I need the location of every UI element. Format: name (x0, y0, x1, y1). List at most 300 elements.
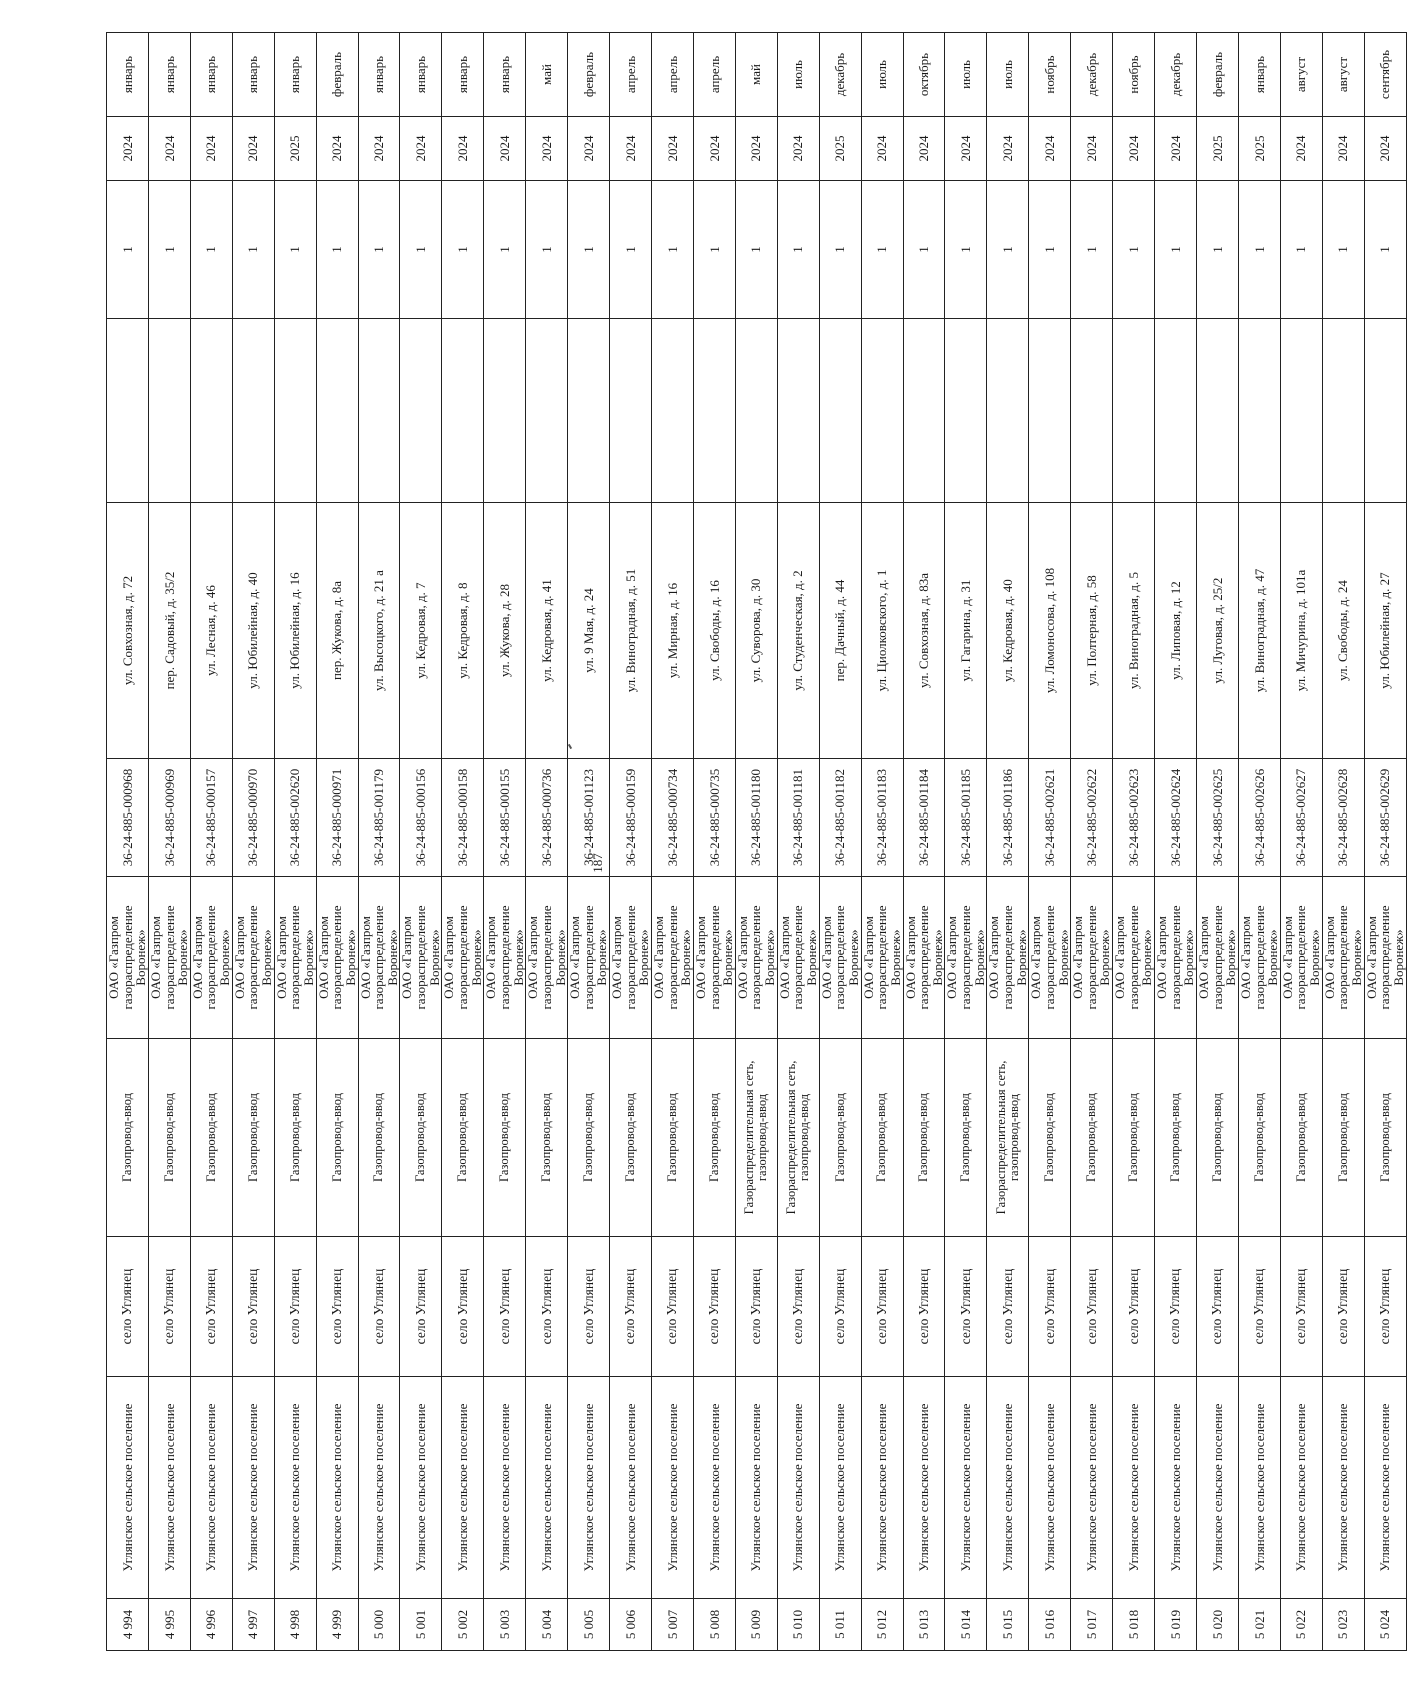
month-cell: ноябрь (1029, 33, 1071, 117)
empty-cell (1155, 319, 1197, 503)
locality-cell: село Углянец (526, 1237, 568, 1377)
object-type-cell: Газопровод-ввод (358, 1039, 400, 1237)
object-code-cell: 36-24-885-000159 (610, 759, 652, 877)
row-number: 5 019 (1155, 1599, 1197, 1651)
object-type-cell: Газопровод-ввод (148, 1039, 190, 1237)
object-code-cell: 36-24-885-001185 (945, 759, 987, 877)
year-cell: 2024 (1364, 117, 1406, 181)
address-cell: ул. Юбилейная, д. 16 (274, 503, 316, 759)
month-cell: ноябрь (1113, 33, 1155, 117)
month-cell: август (1322, 33, 1364, 117)
empty-cell (568, 319, 610, 503)
row-number: 4 995 (148, 1599, 190, 1651)
locality-cell: село Углянец (651, 1237, 693, 1377)
settlement-cell: Углянское сельское поселение (484, 1377, 526, 1599)
object-code-cell: 36-24-885-000736 (526, 759, 568, 877)
table-row (148, 33, 190, 1651)
address-cell: ул. Виноградная, д. 5 (1113, 503, 1155, 759)
address-cell: ул. 9 Мая, д. 24 (568, 503, 610, 759)
row-number: 5 010 (777, 1599, 819, 1651)
year-cell: 2024 (148, 117, 190, 181)
year-cell: 2024 (442, 117, 484, 181)
month-cell: январь (107, 33, 149, 117)
row-number: 5 016 (1029, 1599, 1071, 1651)
empty-cell (190, 319, 232, 503)
year-cell: 2024 (107, 117, 149, 181)
settlement-cell: Углянское сельское поселение (1280, 1377, 1322, 1599)
owner-cell: ОАО «Газпром газораспределение Воронеж» (484, 877, 526, 1039)
owner-cell: ОАО «Газпром газораспределение Воронеж» (777, 877, 819, 1039)
year-cell: 2024 (358, 117, 400, 181)
object-type-cell: Газопровод-ввод (945, 1039, 987, 1237)
quantity-cell: 1 (903, 181, 945, 319)
address-cell: ул. Виноградная, д. 51 (610, 503, 652, 759)
address-cell: пер. Жукова, д. 8а (316, 503, 358, 759)
empty-cell (945, 319, 987, 503)
quantity-cell: 1 (1238, 181, 1280, 319)
table-row (1155, 33, 1197, 1651)
quantity-cell: 1 (651, 181, 693, 319)
object-code-cell: 36-24-885-000155 (484, 759, 526, 877)
address-cell: ул. Виноградная, д. 47 (1238, 503, 1280, 759)
quantity-cell: 1 (190, 181, 232, 319)
object-code-cell: 36-24-885-002623 (1113, 759, 1155, 877)
row-number: 5 000 (358, 1599, 400, 1651)
table-row (1196, 33, 1238, 1651)
address-cell: ул. Мирная, д. 16 (651, 503, 693, 759)
month-cell: май (526, 33, 568, 117)
quantity-cell: 1 (861, 181, 903, 319)
address-cell: ул. Свободы, д. 24 (1322, 503, 1364, 759)
settlement-cell: Углянское сельское поселение (651, 1377, 693, 1599)
object-type-cell: Газопровод-ввод (190, 1039, 232, 1237)
settlement-cell: Углянское сельское поселение (442, 1377, 484, 1599)
year-cell: 2024 (777, 117, 819, 181)
owner-cell: ОАО «Газпром газораспределение Воронеж» (1364, 877, 1406, 1039)
year-cell: 2024 (1280, 117, 1322, 181)
table-row (400, 33, 442, 1651)
address-cell: ул. Мичурина, д. 101а (1280, 503, 1322, 759)
quantity-cell: 1 (400, 181, 442, 319)
address-cell: ул. Ломоносова, д. 108 (1029, 503, 1071, 759)
object-type-cell: Газопровод-ввод (651, 1039, 693, 1237)
owner-cell: ОАО «Газпром газораспределение Воронеж» (987, 877, 1029, 1039)
object-code-cell: 36-24-885-001181 (777, 759, 819, 877)
quantity-cell: 1 (1113, 181, 1155, 319)
owner-cell: ОАО «Газпром газораспределение Воронеж» (1071, 877, 1113, 1039)
address-cell: ул. Кедровая, д. 7 (400, 503, 442, 759)
row-number: 5 013 (903, 1599, 945, 1651)
year-cell: 2025 (274, 117, 316, 181)
month-cell: декабрь (1155, 33, 1197, 117)
settlement-cell: Углянское сельское поселение (232, 1377, 274, 1599)
object-type-cell: Газопровод-ввод (861, 1039, 903, 1237)
settlement-cell: Углянское сельское поселение (400, 1377, 442, 1599)
year-cell: 2025 (1238, 117, 1280, 181)
table-row (358, 33, 400, 1651)
rotated-table-wrapper (106, 33, 1406, 1651)
table-row (484, 33, 526, 1651)
page-number: 187 (589, 853, 605, 873)
table-row (1113, 33, 1155, 1651)
locality-cell: село Углянец (861, 1237, 903, 1377)
locality-cell: село Углянец (400, 1237, 442, 1377)
quantity-cell: 1 (987, 181, 1029, 319)
month-cell: октябрь (903, 33, 945, 117)
table-row (987, 33, 1029, 1651)
month-cell: январь (232, 33, 274, 117)
owner-cell: ОАО «Газпром газораспределение Воронеж» (1196, 877, 1238, 1039)
locality-cell: село Углянец (190, 1237, 232, 1377)
month-cell: май (735, 33, 777, 117)
address-cell: пер. Дачный, д. 44 (819, 503, 861, 759)
locality-cell: село Углянец (316, 1237, 358, 1377)
year-cell: 2024 (987, 117, 1029, 181)
owner-cell: ОАО «Газпром газораспределение Воронеж» (1029, 877, 1071, 1039)
object-code-cell: 36-24-885-002625 (1196, 759, 1238, 877)
quantity-cell: 1 (358, 181, 400, 319)
empty-cell (1071, 319, 1113, 503)
address-cell: ул. Полтерная, д. 58 (1071, 503, 1113, 759)
settlement-cell: Углянское сельское поселение (777, 1377, 819, 1599)
settlement-cell: Углянское сельское поселение (610, 1377, 652, 1599)
month-cell: январь (190, 33, 232, 117)
locality-cell: село Углянец (148, 1237, 190, 1377)
empty-cell (819, 319, 861, 503)
empty-cell (316, 319, 358, 503)
locality-cell: село Углянец (610, 1237, 652, 1377)
object-type-cell: Газораспределительная сеть, газопровод-ввод (987, 1039, 1029, 1237)
empty-cell (442, 319, 484, 503)
empty-cell (1029, 319, 1071, 503)
object-code-cell: 36-24-885-001183 (861, 759, 903, 877)
locality-cell: село Углянец (777, 1237, 819, 1377)
quantity-cell: 1 (1322, 181, 1364, 319)
locality-cell: село Углянец (1280, 1237, 1322, 1377)
locality-cell: село Углянец (1238, 1237, 1280, 1377)
object-type-cell: Газопровод-ввод (316, 1039, 358, 1237)
quantity-cell: 1 (1364, 181, 1406, 319)
quantity-cell: 1 (819, 181, 861, 319)
empty-cell (1364, 319, 1406, 503)
year-cell: 2024 (945, 117, 987, 181)
owner-cell: ОАО «Газпром газораспределение Воронеж» (1280, 877, 1322, 1039)
address-cell: ул. Кедровая, д. 41 (526, 503, 568, 759)
row-number: 5 018 (1113, 1599, 1155, 1651)
object-code-cell: 36-24-885-002621 (1029, 759, 1071, 877)
year-cell: 2024 (1071, 117, 1113, 181)
owner-cell: ОАО «Газпром газораспределение Воронеж» (651, 877, 693, 1039)
object-type-cell: Газопровод-ввод (1113, 1039, 1155, 1237)
object-code-cell: 36-24-885-001179 (358, 759, 400, 877)
owner-cell: ОАО «Газпром газораспределение Воронеж» (400, 877, 442, 1039)
locality-cell: село Углянец (442, 1237, 484, 1377)
quantity-cell: 1 (1029, 181, 1071, 319)
month-cell: апрель (651, 33, 693, 117)
object-code-cell: 36-24-885-002620 (274, 759, 316, 877)
settlement-cell: Углянское сельское поселение (316, 1377, 358, 1599)
locality-cell: село Углянец (693, 1237, 735, 1377)
address-cell: ул. Студенческая, д. 2 (777, 503, 819, 759)
address-cell: ул. Кедровая, д. 40 (987, 503, 1029, 759)
locality-cell: село Углянец (1364, 1237, 1406, 1377)
locality-cell: село Углянец (568, 1237, 610, 1377)
address-cell: ул. Юбилейная, д. 40 (232, 503, 274, 759)
owner-cell: ОАО «Газпром газораспределение Воронеж» (190, 877, 232, 1039)
row-number: 4 994 (107, 1599, 149, 1651)
object-type-cell: Газопровод-ввод (107, 1039, 149, 1237)
object-type-cell: Газопровод-ввод (610, 1039, 652, 1237)
object-code-cell: 36-24-885-002622 (1071, 759, 1113, 877)
row-number: 5 014 (945, 1599, 987, 1651)
settlement-cell: Углянское сельское поселение (1196, 1377, 1238, 1599)
month-cell: февраль (568, 33, 610, 117)
year-cell: 2024 (190, 117, 232, 181)
object-code-cell: 36-24-885-001186 (987, 759, 1029, 877)
address-cell: ул. Луговая, д. 25/2 (1196, 503, 1238, 759)
table-row (1364, 33, 1406, 1651)
empty-cell (735, 319, 777, 503)
quantity-cell: 1 (735, 181, 777, 319)
row-number: 5 008 (693, 1599, 735, 1651)
locality-cell: село Углянец (945, 1237, 987, 1377)
table-row (232, 33, 274, 1651)
locality-cell: село Углянец (1196, 1237, 1238, 1377)
empty-cell (1322, 319, 1364, 503)
table-row (651, 33, 693, 1651)
table-row (945, 33, 987, 1651)
month-cell: январь (400, 33, 442, 117)
empty-cell (777, 319, 819, 503)
object-code-cell: 36-24-885-001182 (819, 759, 861, 877)
table-row (903, 33, 945, 1651)
month-cell: январь (1238, 33, 1280, 117)
month-cell: апрель (693, 33, 735, 117)
address-cell: ул. Совхозная, д. 83а (903, 503, 945, 759)
row-number: 5 002 (442, 1599, 484, 1651)
quantity-cell: 1 (610, 181, 652, 319)
year-cell: 2024 (526, 117, 568, 181)
empty-cell (484, 319, 526, 503)
owner-cell: ОАО «Газпром газораспределение Воронеж» (1238, 877, 1280, 1039)
month-cell: январь (358, 33, 400, 117)
gas-pipeline-table (106, 32, 1407, 1651)
settlement-cell: Углянское сельское поселение (190, 1377, 232, 1599)
empty-cell (400, 319, 442, 503)
table-row (819, 33, 861, 1651)
owner-cell: ОАО «Газпром газораспределение Воронеж» (107, 877, 149, 1039)
owner-cell: ОАО «Газпром газораспределение Воронеж» (316, 877, 358, 1039)
settlement-cell: Углянское сельское поселение (526, 1377, 568, 1599)
owner-cell: ОАО «Газпром газораспределение Воронеж» (819, 877, 861, 1039)
locality-cell: село Углянец (274, 1237, 316, 1377)
object-code-cell: 36-24-885-002629 (1364, 759, 1406, 877)
table-row (526, 33, 568, 1651)
address-cell: ул. Кедровая, д. 8 (442, 503, 484, 759)
table-row (316, 33, 358, 1651)
quantity-cell: 1 (945, 181, 987, 319)
quantity-cell: 1 (148, 181, 190, 319)
owner-cell: ОАО «Газпром газораспределение Воронеж» (442, 877, 484, 1039)
year-cell: 2024 (1322, 117, 1364, 181)
month-cell: июль (987, 33, 1029, 117)
settlement-cell: Углянское сельское поселение (274, 1377, 316, 1599)
owner-cell: ОАО «Газпром газораспределение Воронеж» (1322, 877, 1364, 1039)
year-cell: 2024 (651, 117, 693, 181)
empty-cell (1113, 319, 1155, 503)
row-number: 4 997 (232, 1599, 274, 1651)
locality-cell: село Углянец (107, 1237, 149, 1377)
year-cell: 2024 (1029, 117, 1071, 181)
row-number: 5 009 (735, 1599, 777, 1651)
table-row (274, 33, 316, 1651)
object-type-cell: Газопровод-ввод (1280, 1039, 1322, 1237)
year-cell: 2024 (1113, 117, 1155, 181)
quantity-cell: 1 (1071, 181, 1113, 319)
settlement-cell: Углянское сельское поселение (861, 1377, 903, 1599)
object-code-cell: 36-24-885-002626 (1238, 759, 1280, 877)
settlement-cell: Углянское сельское поселение (1029, 1377, 1071, 1599)
year-cell: 2024 (1155, 117, 1197, 181)
settlement-cell: Углянское сельское поселение (358, 1377, 400, 1599)
settlement-cell: Углянское сельское поселение (568, 1377, 610, 1599)
row-number: 5 015 (987, 1599, 1029, 1651)
empty-cell (148, 319, 190, 503)
object-type-cell: Газопровод-ввод (903, 1039, 945, 1237)
row-number: 5 004 (526, 1599, 568, 1651)
owner-cell: ОАО «Газпром газораспределение Воронеж» (945, 877, 987, 1039)
object-code-cell: 36-24-885-001184 (903, 759, 945, 877)
quantity-cell: 1 (484, 181, 526, 319)
empty-cell (1196, 319, 1238, 503)
object-code-cell: 36-24-885-002624 (1155, 759, 1197, 877)
owner-cell: ОАО «Газпром газораспределение Воронеж» (274, 877, 316, 1039)
owner-cell: ОАО «Газпром газораспределение Воронеж» (735, 877, 777, 1039)
owner-cell: ОАО «Газпром газораспределение Воронеж» (358, 877, 400, 1039)
table-row (107, 33, 149, 1651)
locality-cell: село Углянец (1071, 1237, 1113, 1377)
locality-cell: село Углянец (819, 1237, 861, 1377)
owner-cell: ОАО «Газпром газораспределение Воронеж» (610, 877, 652, 1039)
locality-cell: село Углянец (358, 1237, 400, 1377)
locality-cell: село Углянец (1322, 1237, 1364, 1377)
empty-cell (903, 319, 945, 503)
owner-cell: ОАО «Газпром газораспределение Воронеж» (1155, 877, 1197, 1039)
quantity-cell: 1 (1155, 181, 1197, 319)
locality-cell: село Углянец (1155, 1237, 1197, 1377)
row-number: 5 012 (861, 1599, 903, 1651)
year-cell: 2025 (819, 117, 861, 181)
empty-cell (610, 319, 652, 503)
table-body (107, 33, 1407, 1651)
settlement-cell: Углянское сельское поселение (1155, 1377, 1197, 1599)
quantity-cell: 1 (1280, 181, 1322, 319)
year-cell: 2024 (735, 117, 777, 181)
row-number: 4 999 (316, 1599, 358, 1651)
empty-cell (861, 319, 903, 503)
row-number: 5 017 (1071, 1599, 1113, 1651)
empty-cell (526, 319, 568, 503)
row-number: 5 005 (568, 1599, 610, 1651)
settlement-cell: Углянское сельское поселение (903, 1377, 945, 1599)
row-number: 5 007 (651, 1599, 693, 1651)
settlement-cell: Углянское сельское поселение (1322, 1377, 1364, 1599)
row-number: 5 001 (400, 1599, 442, 1651)
table-row (610, 33, 652, 1651)
quantity-cell: 1 (107, 181, 149, 319)
month-cell: декабрь (819, 33, 861, 117)
owner-cell: ОАО «Газпром газораспределение Воронеж» (1113, 877, 1155, 1039)
owner-cell: ОАО «Газпром газораспределение Воронеж» (148, 877, 190, 1039)
address-cell: ул. Липовая, д. 12 (1155, 503, 1197, 759)
table-row (442, 33, 484, 1651)
object-code-cell: 36-24-885-000968 (107, 759, 149, 877)
object-code-cell: 36-24-885-000735 (693, 759, 735, 877)
settlement-cell: Углянское сельское поселение (1238, 1377, 1280, 1599)
table-row (1280, 33, 1322, 1651)
month-cell: январь (442, 33, 484, 117)
object-type-cell: Газопровод-ввод (400, 1039, 442, 1237)
object-type-cell: Газопровод-ввод (1364, 1039, 1406, 1237)
year-cell: 2024 (861, 117, 903, 181)
table-row (1029, 33, 1071, 1651)
address-cell: ул. Гагарина, д. 31 (945, 503, 987, 759)
row-number: 5 020 (1196, 1599, 1238, 1651)
month-cell: февраль (316, 33, 358, 117)
object-code-cell: 36-24-885-002627 (1280, 759, 1322, 877)
table-row (861, 33, 903, 1651)
quantity-cell: 1 (568, 181, 610, 319)
object-code-cell: 36-24-885-001123 (568, 759, 610, 877)
settlement-cell: Углянское сельское поселение (945, 1377, 987, 1599)
table-row (693, 33, 735, 1651)
settlement-cell: Углянское сельское поселение (987, 1377, 1029, 1599)
empty-cell (1280, 319, 1322, 503)
row-number: 5 022 (1280, 1599, 1322, 1651)
locality-cell: село Углянец (1029, 1237, 1071, 1377)
row-number: 4 998 (274, 1599, 316, 1651)
table-row (735, 33, 777, 1651)
year-cell: 2024 (693, 117, 735, 181)
month-cell: апрель (610, 33, 652, 117)
owner-cell: ОАО «Газпром газораспределение Воронеж» (903, 877, 945, 1039)
year-cell: 2025 (1196, 117, 1238, 181)
row-number: 5 021 (1238, 1599, 1280, 1651)
empty-cell (232, 319, 274, 503)
object-code-cell: 36-24-885-002628 (1322, 759, 1364, 877)
empty-cell (987, 319, 1029, 503)
locality-cell: село Углянец (484, 1237, 526, 1377)
year-cell: 2024 (400, 117, 442, 181)
month-cell: июль (861, 33, 903, 117)
quantity-cell: 1 (693, 181, 735, 319)
year-cell: 2024 (232, 117, 274, 181)
object-type-cell: Газопровод-ввод (1322, 1039, 1364, 1237)
address-cell: ул. Лесная, д. 46 (190, 503, 232, 759)
owner-cell: ОАО «Газпром газораспределение Воронеж» (232, 877, 274, 1039)
object-type-cell: Газораспределительная сеть, газопровод-ввод (777, 1039, 819, 1237)
object-type-cell: Газопровод-ввод (1029, 1039, 1071, 1237)
year-cell: 2024 (568, 117, 610, 181)
address-cell: ул. Совхозная, д. 72 (107, 503, 149, 759)
table-row (777, 33, 819, 1651)
object-type-cell: Газопровод-ввод (819, 1039, 861, 1237)
address-cell: ул. Юбилейная, д. 27 (1364, 503, 1406, 759)
settlement-cell: Углянское сельское поселение (735, 1377, 777, 1599)
year-cell: 2024 (316, 117, 358, 181)
table-row (190, 33, 232, 1651)
quantity-cell: 1 (274, 181, 316, 319)
